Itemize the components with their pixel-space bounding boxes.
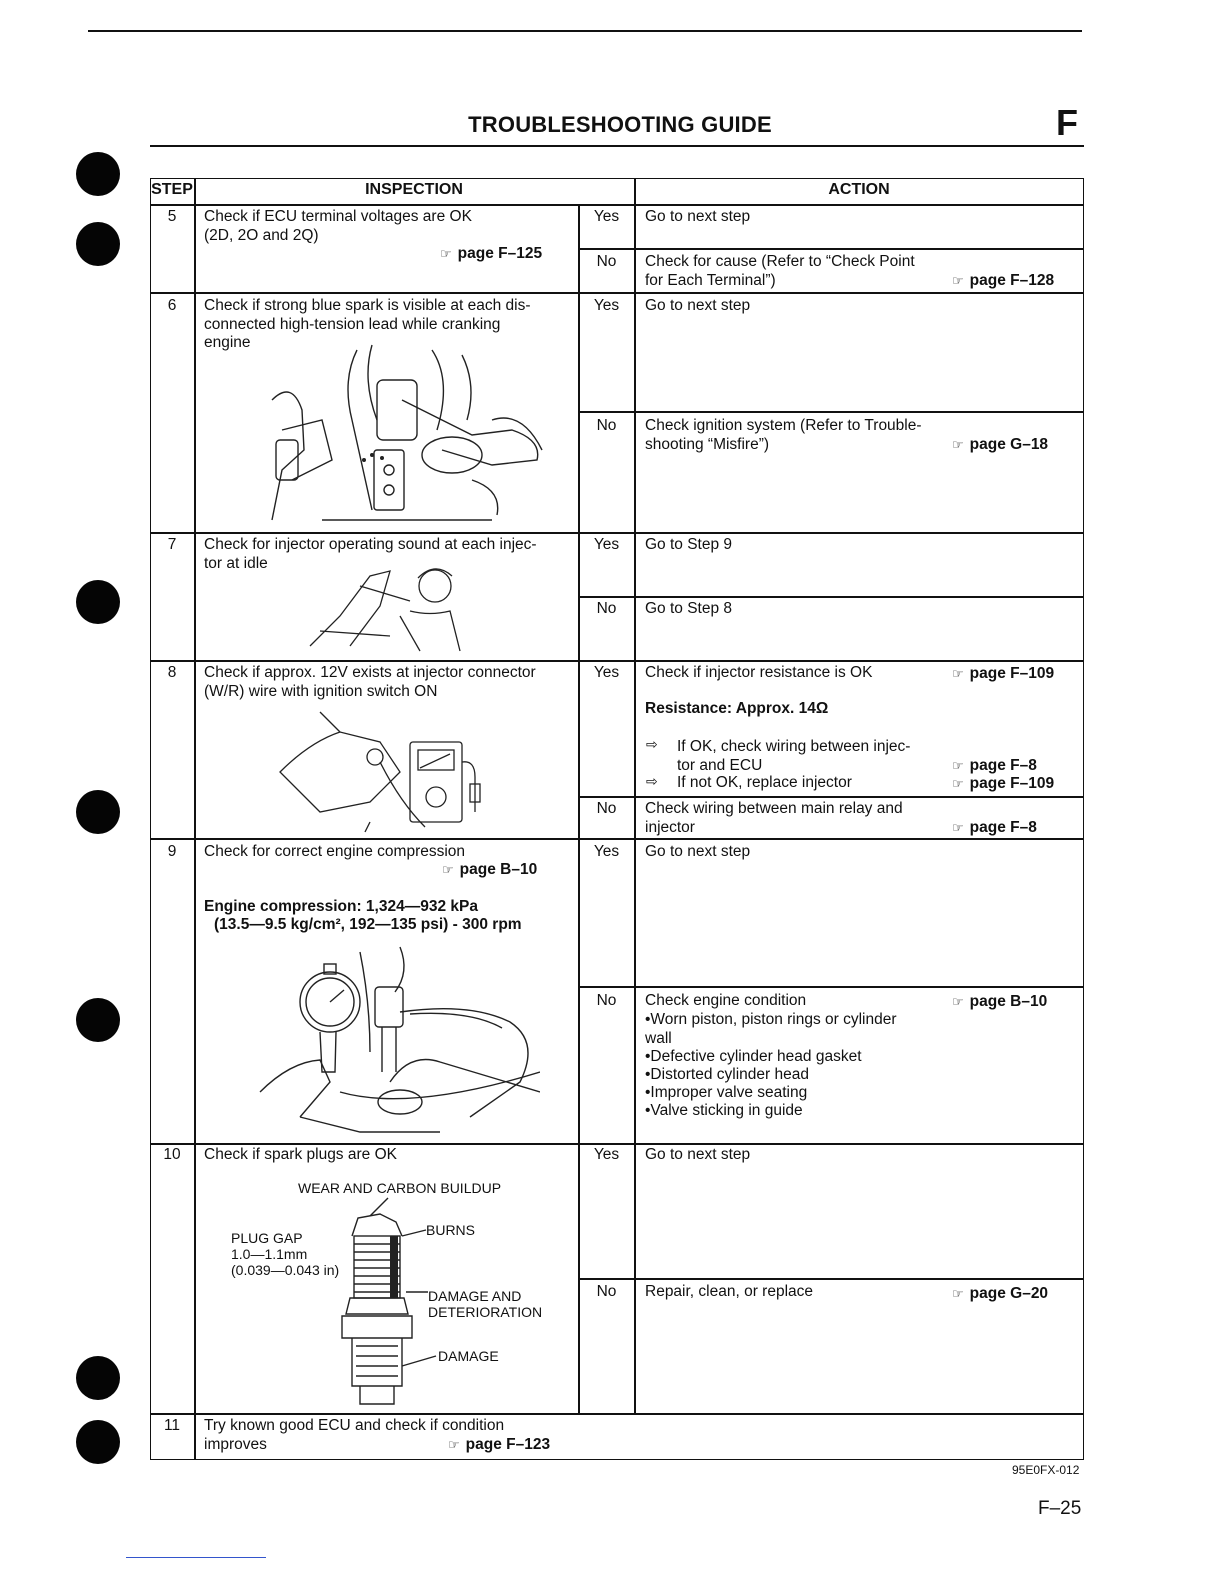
pointing-hand-icon: ☞: [442, 863, 454, 878]
pointing-hand-icon: ☞: [952, 667, 964, 682]
action-text: Go to next step: [645, 297, 751, 314]
resistance-spec: Resistance: Approx. 14Ω: [645, 700, 829, 717]
row-line: [150, 1413, 1084, 1415]
binder-hole-5: [76, 998, 120, 1042]
no-label: No: [596, 417, 617, 434]
outline-arrow-icon: ⇨: [646, 774, 658, 790]
condition-bullet: •Valve sticking in guide: [645, 1102, 803, 1119]
header-rule: [150, 145, 1084, 147]
inspection-text: Check if spark plugs are OK: [204, 1146, 397, 1163]
yes-no-line: [578, 411, 1084, 413]
page-reference: ☞ page F–109: [952, 775, 1055, 792]
binder-hole-3: [76, 580, 120, 624]
compression-spec-line1: Engine compression: 1,324—932 kPa: [204, 898, 478, 915]
pointing-hand-icon: ☞: [952, 995, 964, 1010]
figure-label-damage: DAMAGE: [438, 1348, 499, 1364]
binder-hole-1: [76, 152, 120, 196]
pointing-hand-icon: ☞: [952, 274, 964, 289]
page-title: TROUBLESHOOTING GUIDE: [468, 112, 772, 137]
action-text: Repair, clean, or replace: [645, 1283, 814, 1300]
step-number: 5: [167, 208, 177, 225]
no-label: No: [596, 800, 617, 817]
compression-spec-line2: (13.5—9.5 kg/cm², 192—135 psi) - 300 rpm: [214, 916, 522, 933]
step-number: 10: [163, 1146, 181, 1163]
row-line: [150, 532, 1084, 534]
step-number: 9: [167, 843, 177, 860]
outline-arrow-icon: ⇨: [646, 737, 658, 753]
section-letter: F: [1056, 102, 1078, 143]
action-text: Check wiring between main relay and injector: [645, 800, 903, 836]
action-text: Go to Step 9: [645, 536, 733, 553]
page-reference: ☞ page F–8: [952, 757, 1037, 774]
bottom-rule: [126, 1557, 266, 1558]
col-divider-step: [194, 179, 196, 1459]
row-line: [150, 292, 1084, 294]
yes-no-line: [578, 248, 1084, 250]
page-number: F–25: [1038, 1498, 1082, 1519]
col-header-action: ACTION: [828, 181, 890, 198]
yes-label: Yes: [593, 1146, 620, 1163]
no-label: No: [596, 600, 617, 617]
inspection-text: Check if strong blue spark is visible at each dis- connected high-tension lead while cranking engine: [204, 297, 531, 351]
no-label: No: [596, 253, 617, 270]
yes-no-line: [578, 796, 1084, 798]
inspection-text: Check if approx. 12V exists at injector connector (W/R) wire with ignition switch ON: [204, 664, 536, 700]
figure-label-wear: WEAR AND CARBON BUILDUP: [298, 1180, 502, 1196]
figure-code: 95E0FX-012: [1012, 1463, 1080, 1477]
page-reference: ☞ page F–8: [952, 819, 1037, 836]
col-header-step: STEP: [151, 181, 193, 198]
col-header-inspection: INSPECTION: [365, 181, 463, 198]
row-line: [150, 1143, 1084, 1145]
yes-label: Yes: [593, 297, 620, 314]
pointing-hand-icon: ☞: [448, 1438, 460, 1453]
no-label: No: [596, 992, 617, 1009]
inspection-text: Try known good ECU and check if condition improves: [204, 1417, 505, 1453]
action-text: Check for cause (Refer to “Check Point for Each Terminal”): [645, 253, 915, 289]
spark-plug-illustration: [330, 1196, 440, 1408]
step-number: 8: [167, 664, 177, 681]
binder-hole-6: [76, 1356, 120, 1400]
page-reference: ☞ page F–125: [440, 245, 543, 262]
sub-action-text: If OK, check wiring between injec- tor and ECU: [677, 738, 911, 774]
step-number: 11: [163, 1417, 181, 1434]
top-rule: [88, 30, 1082, 32]
yes-no-line: [578, 1278, 1084, 1280]
inspection-text: Check if ECU terminal voltages are OK (2D, 2O and 2Q): [204, 208, 472, 244]
page-reference: ☞ page G–18: [952, 436, 1049, 453]
condition-bullet: •Defective cylinder head gasket: [645, 1048, 862, 1065]
action-text: Check engine condition: [645, 992, 807, 1009]
sub-action-text: If not OK, replace injector: [677, 774, 852, 791]
page-reference: ☞ page F–109: [952, 665, 1055, 682]
pointing-hand-icon: ☞: [952, 1287, 964, 1302]
injector-sound-illustration: [300, 556, 470, 656]
action-text: Check ignition system (Refer to Trouble- shooting “Misfire”): [645, 417, 922, 453]
action-text: Go to next step: [645, 208, 751, 225]
figure-label-plug-gap: PLUG GAP 1.0—1.1mm (0.039—0.043 in): [231, 1230, 340, 1278]
action-text: Check if injector resistance is OK: [645, 664, 873, 681]
pointing-hand-icon: ☞: [952, 438, 964, 453]
figure-label-burns: BURNS: [426, 1222, 476, 1238]
inspection-text: Check for injector operating sound at each injec- tor at idle: [204, 536, 537, 572]
yes-no-line: [578, 986, 1084, 988]
yes-no-line: [578, 596, 1084, 598]
step-number: 6: [167, 297, 177, 314]
page-reference: ☞ page B–10: [442, 861, 538, 878]
step-number: 7: [167, 536, 177, 553]
yes-label: Yes: [593, 664, 620, 681]
compression-gauge-illustration: [240, 942, 540, 1138]
page-reference: ☞ page F–128: [952, 272, 1055, 289]
pointing-hand-icon: ☞: [440, 247, 452, 262]
yes-label: Yes: [593, 536, 620, 553]
action-text: Go to Step 8: [645, 600, 733, 617]
header-row-line: [150, 204, 1084, 206]
pointing-hand-icon: ☞: [952, 759, 964, 774]
spark-test-illustration: [262, 340, 552, 528]
yes-label: Yes: [593, 208, 620, 225]
page-reference: ☞ page F–123: [448, 1436, 551, 1453]
voltmeter-illustration: [270, 702, 500, 834]
inspection-text: Check for correct engine compression: [204, 843, 466, 860]
no-label: No: [596, 1283, 617, 1300]
binder-hole-7: [76, 1420, 120, 1464]
row-line: [150, 838, 1084, 840]
row-line: [150, 660, 1084, 662]
condition-bullet: •Improper valve seating: [645, 1084, 808, 1101]
figure-label-damage-deterioration: DAMAGE AND DETERIORATION: [428, 1288, 543, 1320]
binder-hole-2: [76, 222, 120, 266]
condition-bullet: •Worn piston, piston rings or cylinder wall: [645, 1011, 897, 1047]
pointing-hand-icon: ☞: [952, 777, 964, 792]
pointing-hand-icon: ☞: [952, 821, 964, 836]
yes-label: Yes: [593, 843, 620, 860]
page-reference: ☞ page B–10: [952, 993, 1048, 1010]
action-text: Go to next step: [645, 1146, 751, 1163]
condition-bullet: •Distorted cylinder head: [645, 1066, 809, 1083]
binder-hole-4: [76, 790, 120, 834]
action-text: Go to next step: [645, 843, 751, 860]
page-reference: ☞ page G–20: [952, 1285, 1049, 1302]
